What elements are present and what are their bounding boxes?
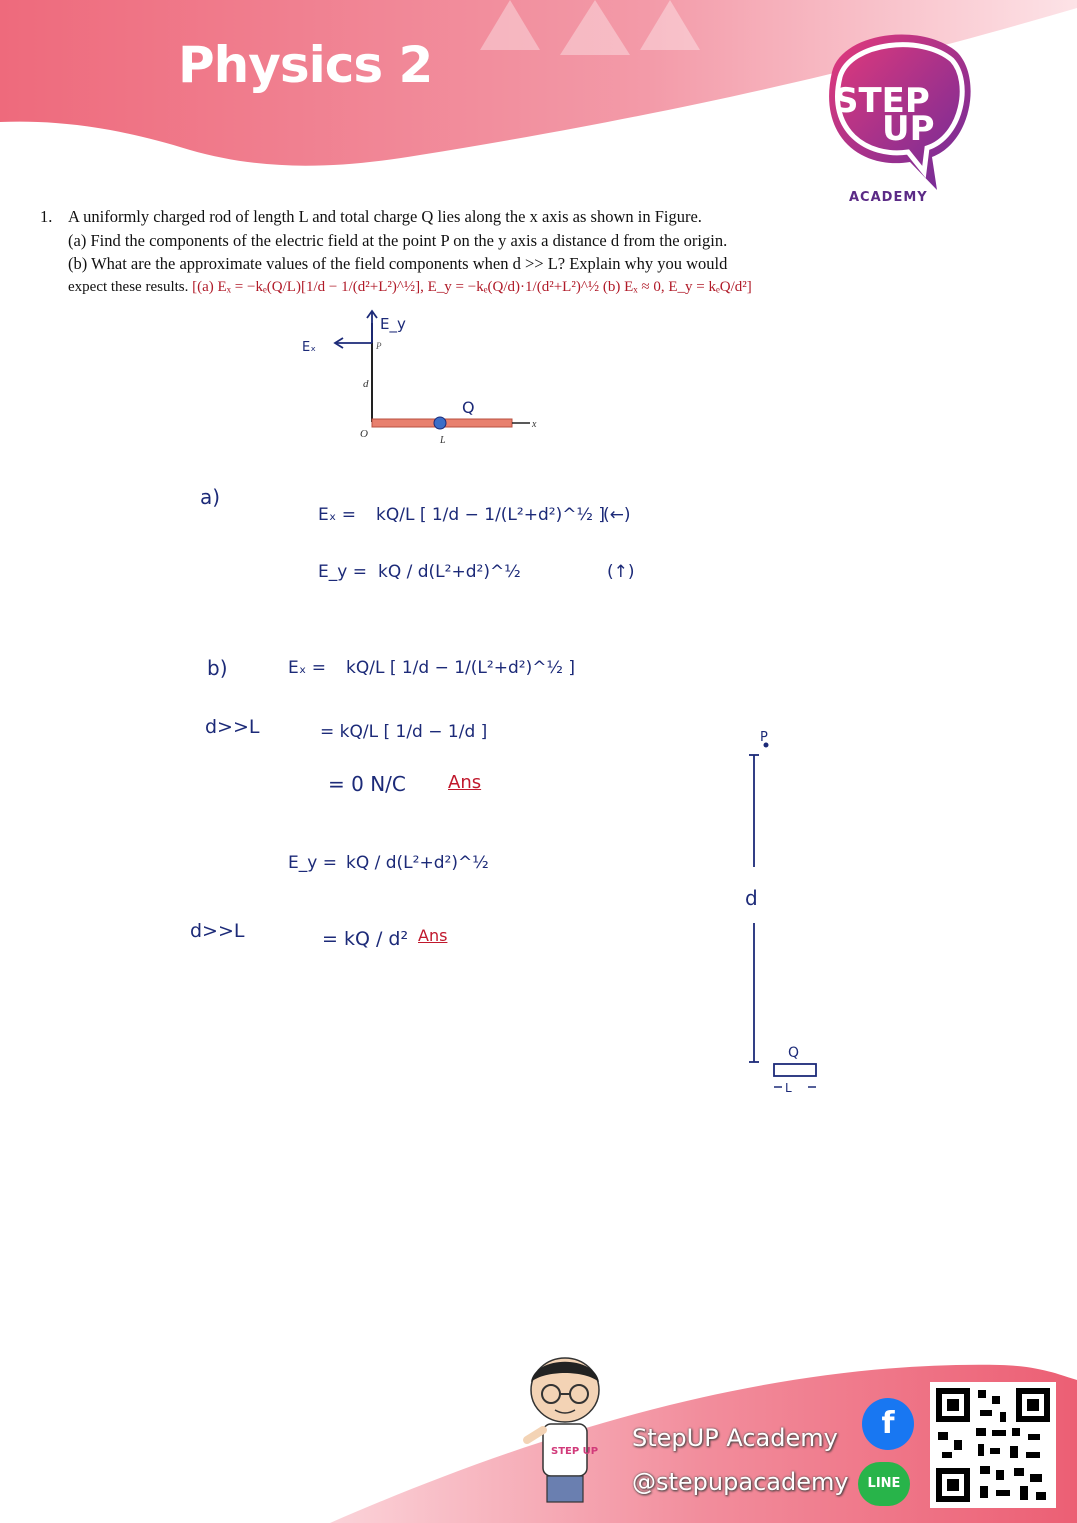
- b-ey-lhs: E_y =: [288, 853, 337, 873]
- distance-sketch: [740, 725, 840, 1095]
- page-title: Physics 2: [178, 36, 433, 94]
- footer-handle: @stepupacademy: [632, 1468, 849, 1496]
- a-ex-direction: (←): [603, 505, 631, 525]
- a-ey-rhs: kQ / d(L²+d²)^½: [378, 562, 521, 582]
- b-ey-line-1: kQ / d(L²+d²)^½: [346, 853, 489, 873]
- sketch-l: L: [785, 1081, 792, 1095]
- ey-label: E_y: [380, 315, 406, 333]
- q-label: Q: [462, 398, 475, 417]
- x-label: x: [532, 419, 537, 430]
- ex-label: Eₓ: [302, 340, 316, 355]
- p-label: P: [376, 341, 382, 351]
- problem-number: 1.: [40, 207, 53, 226]
- a-ex-rhs: kQ/L [ 1/d − 1/(L²+d²)^½ ]: [376, 505, 605, 525]
- problem-line-4: [68, 276, 820, 300]
- line-icon[interactable]: [858, 1462, 910, 1506]
- problem-line-4-prefix: expect these results.: [68, 278, 189, 295]
- rod-figure: [290, 305, 560, 445]
- part-b-label: b): [207, 656, 228, 680]
- problem-line-2: (a) Find the components of the electric field at the point P on the y axis a distance d from the origin.: [68, 230, 728, 250]
- a-ey-direction: (↑): [607, 562, 635, 582]
- mascot-illustration: [515, 1350, 615, 1510]
- b-ex-ans: Ans: [448, 772, 482, 793]
- b-ex-line-3: = 0 N/C: [328, 772, 406, 796]
- logo-caption: ACADEMY: [849, 190, 928, 205]
- answer-key: [(a) Eₓ = −kₑ(Q/L)[1/d − 1/(d²+L²)^½], E_y = −kₑ(Q/d)·1/(d²+L²)^½ (b) Eₓ ≈ 0, E_y = kₑQ/d²]: [192, 278, 752, 295]
- footer-name: StepUP Academy: [632, 1424, 838, 1452]
- d-label: d: [363, 378, 369, 390]
- problem-line-1: A uniformly charged rod of length L and total charge Q lies along the x axis as shown in Figure.: [68, 207, 702, 226]
- b-ex-line-1: kQ/L [ 1/d − 1/(L²+d²)^½ ]: [346, 658, 575, 678]
- origin-label: O: [360, 428, 368, 440]
- part-a-label: a): [200, 485, 221, 509]
- line-icon-text: LINE: [867, 1476, 901, 1491]
- b-condition-2: d>>L: [190, 920, 245, 942]
- b-ex-line-2: = kQ/L [ 1/d − 1/d ]: [320, 722, 488, 742]
- problem-line-3: (b) What are the approximate values of the field components when d >> L? Explain why you would: [68, 254, 728, 273]
- b-ey-line-2: = kQ / d²: [322, 928, 409, 950]
- mascot-shirt: STEP UP: [551, 1446, 599, 1457]
- sketch-p: P: [760, 730, 768, 745]
- a-ey-lhs: E_y =: [318, 562, 367, 582]
- facebook-icon-glyph: f: [881, 1406, 895, 1441]
- sketch-q: Q: [788, 1045, 800, 1061]
- qr-code[interactable]: [930, 1382, 1056, 1508]
- sketch-d: d: [745, 886, 758, 910]
- sketch-rod: [774, 1064, 816, 1076]
- b-ex-lhs: Eₓ =: [288, 658, 326, 678]
- b-condition-1: d>>L: [205, 716, 260, 738]
- problem-statement: [40, 205, 820, 299]
- l-label: L: [440, 435, 446, 445]
- stepup-logo: [812, 22, 978, 192]
- logo-step: STEP: [834, 81, 930, 121]
- logo-up: UP: [882, 109, 935, 149]
- facebook-icon[interactable]: [862, 1398, 914, 1450]
- b-ey-ans: Ans: [418, 926, 448, 945]
- a-ex-lhs: Eₓ =: [318, 505, 356, 525]
- charge-marker: [434, 417, 446, 429]
